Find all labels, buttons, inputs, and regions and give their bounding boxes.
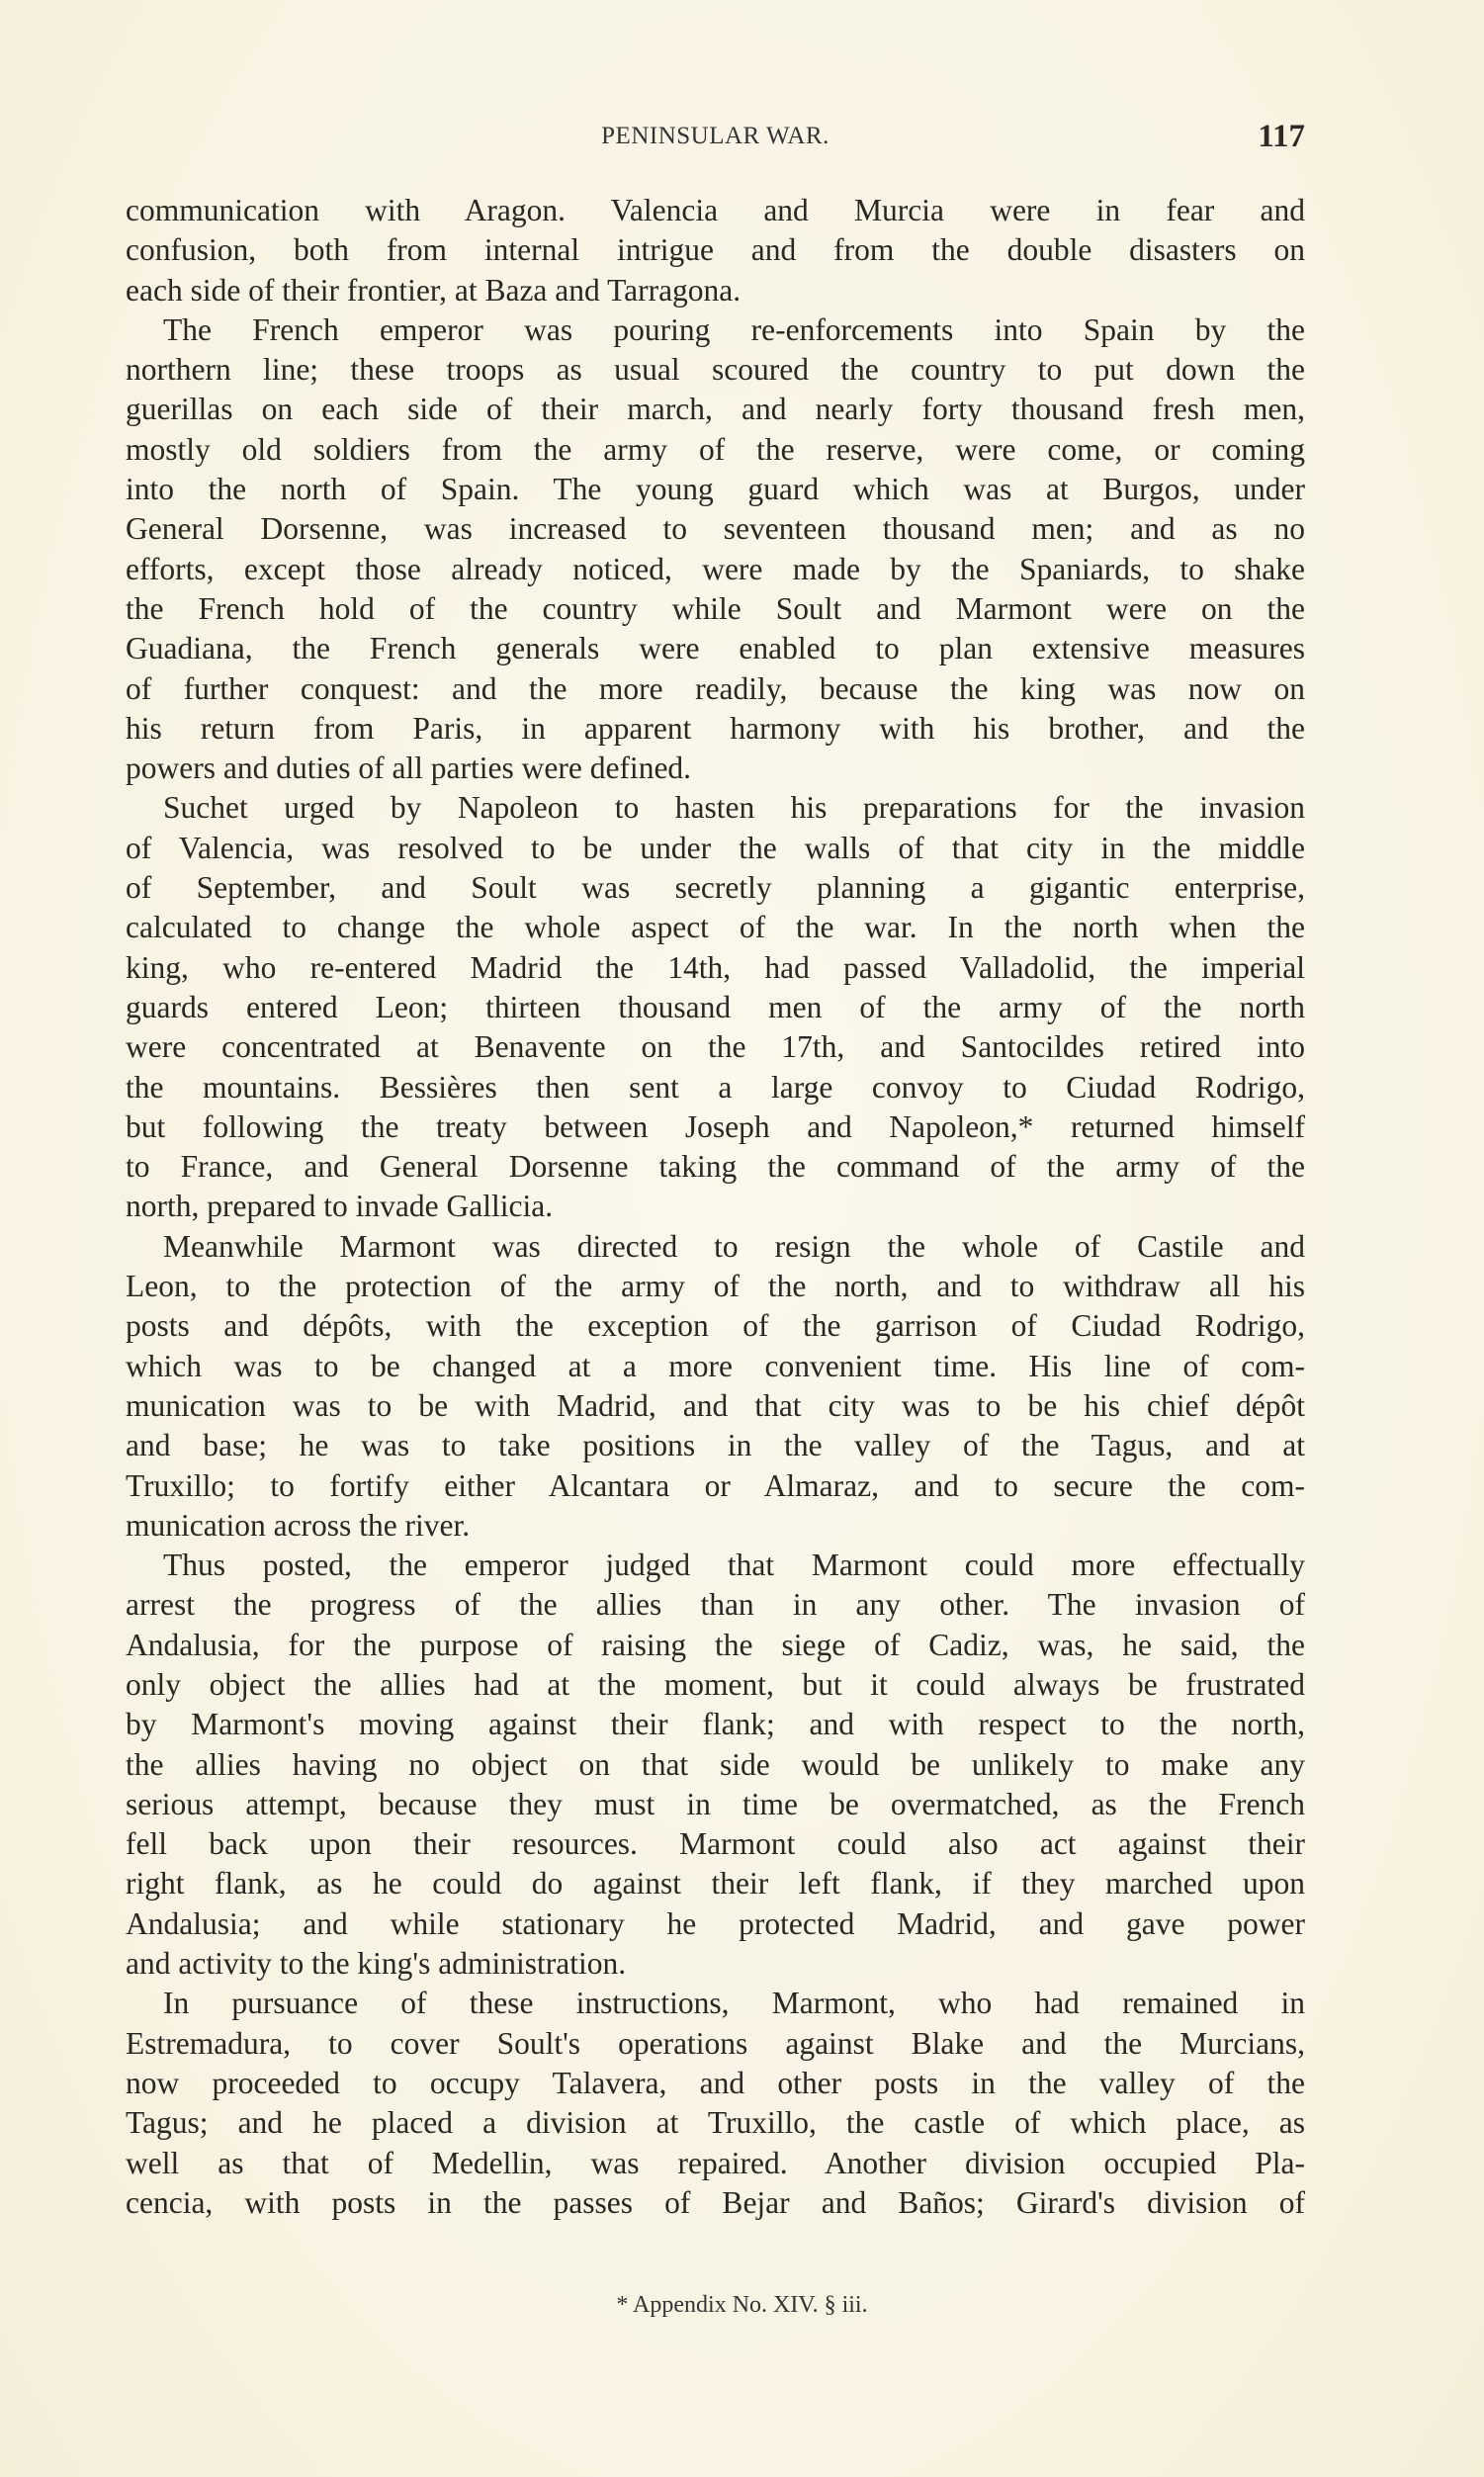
text-line: communication with Aragon. Valencia and Murcia were in fear and xyxy=(126,193,1305,227)
running-title: PENINSULAR WAR. xyxy=(601,123,829,149)
paragraph xyxy=(126,310,1305,789)
text-line: were concentrated at Benavente on the 17th, and Santocildes retired into xyxy=(126,1029,1305,1065)
text-line: and base; he was to take positions in the valley of the Tagus, and at xyxy=(126,1428,1305,1463)
text-line: Leon, to the protection of the army of the north, and to withdraw all his xyxy=(126,1269,1305,1304)
paragraph xyxy=(126,191,1305,310)
text-line: of Valencia, was resolved to be under the walls of that city in the middle xyxy=(126,830,1305,865)
text-line: Tagus; and he placed a division at Truxillo, the castle of which place, as xyxy=(126,2105,1305,2141)
body-text xyxy=(126,191,1305,2223)
text-line: which was to be changed at a more convenient time. His line of com- xyxy=(126,1348,1305,1383)
text-line: Truxillo; to fortify either Alcantara or Almaraz, and to secure the com- xyxy=(126,1467,1305,1503)
text-line: now proceeded to occupy Talavera, and other posts in the valley of the xyxy=(126,2065,1305,2100)
text-line: munication across the river. xyxy=(126,1507,471,1543)
text-line: northern line; these troops as usual scoured the country to put down the xyxy=(126,352,1305,388)
paragraph xyxy=(126,1984,1305,2223)
text-line: and activity to the king's administration. xyxy=(126,1946,627,1982)
text-line: the allies having no object on that side would be unlikely to make any xyxy=(126,1746,1305,1782)
text-line: In pursuance of these instructions, Marmont, who had remained in xyxy=(163,1986,1305,2021)
text-line: The French emperor was pouring re-enforcements into Spain by the xyxy=(163,311,1305,347)
text-line: cencia, with posts in the passes of Bejar and Baños; Girard's division of xyxy=(126,2184,1305,2220)
text-line: but following the treaty between Joseph and Napoleon,* returned himself xyxy=(126,1108,1305,1144)
text-line: confusion, both from internal intrigue and from the double disasters on xyxy=(126,232,1305,268)
text-line: well as that of Medellin, was repaired. Another division occupied Pla- xyxy=(126,2145,1305,2180)
text-line: by Marmont's moving against their flank; and with respect to the north, xyxy=(126,1707,1305,1742)
text-line: serious attempt, because they must in time be overmatched, as the French xyxy=(126,1786,1305,1821)
text-line: right flank, as he could do against their left flank, if they marched upon xyxy=(126,1866,1305,1902)
text-line: Andalusia, for the purpose of raising the siege of Cadiz, was, he said, the xyxy=(126,1627,1305,1662)
text-line: into the north of Spain. The young guard which was at Burgos, under xyxy=(126,472,1305,507)
text-line: Meanwhile Marmont was directed to resign the whole of Castile and xyxy=(163,1228,1305,1264)
text-line: to France, and General Dorsenne taking the command of the army of the xyxy=(126,1149,1305,1185)
text-line: of further conquest: and the more readily, because the king was now on xyxy=(126,670,1305,706)
text-line: king, who re-entered Madrid the 14th, had passed Valladolid, the imperial xyxy=(126,949,1305,985)
text-line: guards entered Leon; thirteen thousand men of the army of the north xyxy=(126,989,1305,1024)
text-line: Guadiana, the French generals were enabled to plan extensive measures xyxy=(126,631,1305,666)
text-line: north, prepared to invade Gallicia. xyxy=(126,1189,554,1224)
page-number: 117 xyxy=(1258,119,1305,154)
text-line: fell back upon their resources. Marmont could also act against their xyxy=(126,1826,1305,1862)
text-line: Andalusia; and while stationary he protected Madrid, and gave power xyxy=(126,1905,1305,1941)
text-line: his return from Paris, in apparent harmony with his brother, and the xyxy=(126,710,1305,746)
text-line: Suchet urged by Napoleon to hasten his preparations for the invasion xyxy=(163,790,1305,826)
text-line: each side of their frontier, at Baza and Tarragona. xyxy=(126,272,742,308)
footnote: * Appendix No. XIV. § iii. xyxy=(616,2292,868,2318)
text-line: powers and duties of all parties were defined. xyxy=(126,751,692,786)
text-line: Estremadura, to cover Soult's operations against Blake and the Murcians, xyxy=(126,2025,1305,2061)
text-line: Thus posted, the emperor judged that Marmont could more effectually xyxy=(163,1548,1305,1583)
running-head xyxy=(126,119,1305,158)
text-line: arrest the progress of the allies than in any other. The invasion of xyxy=(126,1587,1305,1623)
text-line: General Dorsenne, was increased to seventeen thousand men; and as no xyxy=(126,511,1305,547)
text-line: of September, and Soult was secretly planning a gigantic enterprise, xyxy=(126,870,1305,906)
text-line: the French hold of the country while Soult and Marmont were on the xyxy=(126,590,1305,626)
text-line: calculated to change the whole aspect of the war. In the north when the xyxy=(126,910,1305,945)
text-line: the mountains. Bessières then sent a large convoy to Ciudad Rodrigo, xyxy=(126,1069,1305,1105)
paragraph xyxy=(126,1546,1305,1984)
text-line: only object the allies had at the moment, but it could always be frustrated xyxy=(126,1666,1305,1702)
text-line: efforts, except those already noticed, were made by the Spaniards, to shake xyxy=(126,551,1305,586)
text-line: mostly old soldiers from the army of the reserve, were come, or coming xyxy=(126,431,1305,467)
paragraph xyxy=(126,788,1305,1226)
text-line: posts and dépôts, with the exception of the garrison of Ciudad Rodrigo, xyxy=(126,1308,1305,1344)
paragraph xyxy=(126,1227,1305,1546)
text-line: munication was to be with Madrid, and that city was to be his chief dépôt xyxy=(126,1387,1305,1423)
text-line: guerillas on each side of their march, and nearly forty thousand fresh men, xyxy=(126,392,1305,427)
